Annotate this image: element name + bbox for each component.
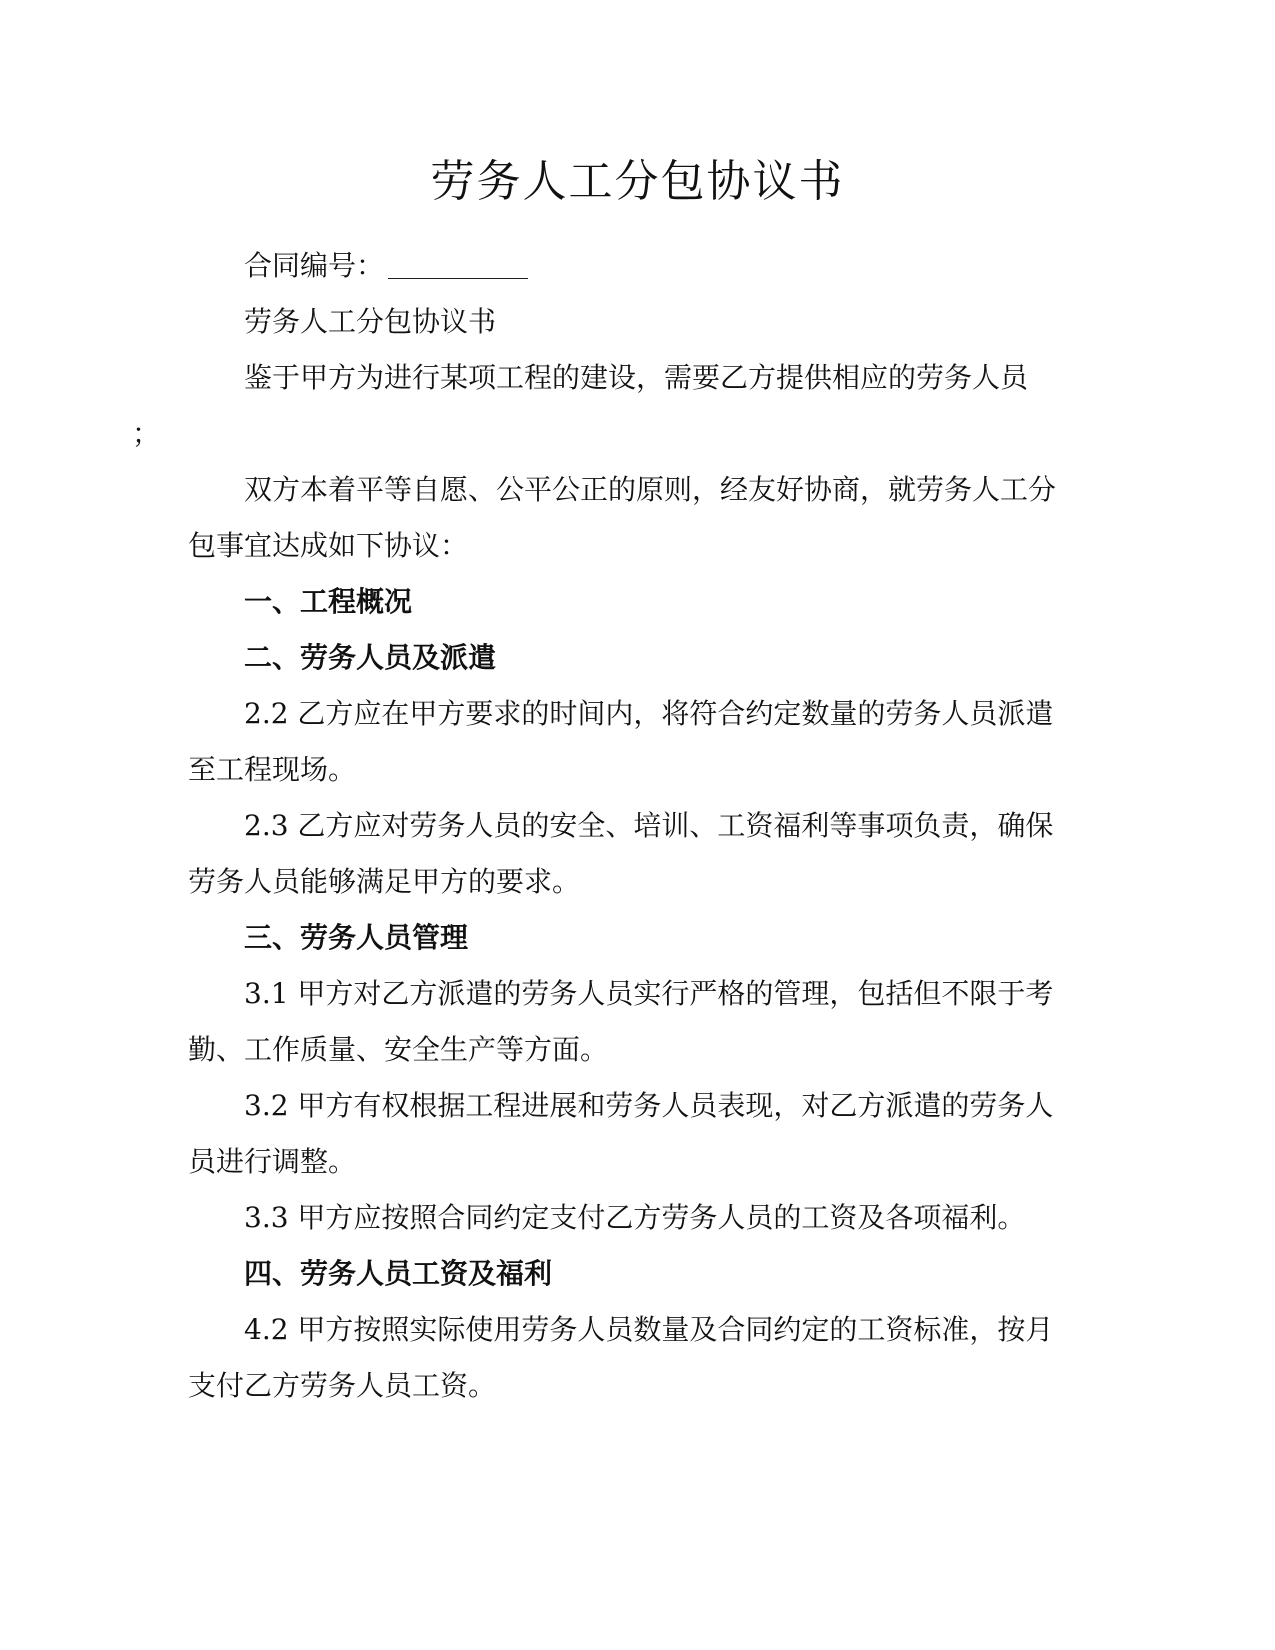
contract-number-line bbox=[188, 238, 1060, 294]
intro-line1-tail: ； bbox=[132, 417, 161, 450]
intro-paragraph-1 bbox=[132, 350, 1060, 462]
clause-3-2: 3.2 甲方有权根据工程进展和劳务人员表现，对乙方派遣的劳务人员进行调整。 bbox=[188, 1089, 1054, 1178]
section-heading-2: 二、劳务人员及派遣 bbox=[244, 641, 497, 674]
intro-line1-text: 鉴于甲方为进行某项工程的建设，需要乙方提供相应的劳务人员 bbox=[244, 361, 1029, 394]
clause-3-3: 3.3 甲方应按照合同约定支付乙方劳务人员的工资及各项福利。 bbox=[244, 1201, 1026, 1234]
contract-number-blank[interactable] bbox=[388, 248, 528, 279]
clause-2-3: 2.3 乙方应对劳务人员的安全、培训、工资福利等事项负责，确保劳务人员能够满足甲方的要求。 bbox=[188, 809, 1054, 898]
clause-2-2: 2.2 乙方应在甲方要求的时间内，将符合约定数量的劳务人员派遣至工程现场。 bbox=[188, 697, 1054, 786]
contract-number-label: 合同编号： bbox=[244, 249, 385, 282]
section-heading-1: 一、工程概况 bbox=[244, 585, 413, 618]
document-title: 劳务人工分包协议书 bbox=[430, 156, 845, 207]
clause-3-1: 3.1 甲方对乙方派遣的劳务人员实行严格的管理，包括但不限于考勤、工作质量、安全生产等方面。 bbox=[188, 977, 1054, 1066]
document-body bbox=[132, 238, 1060, 1414]
document-subtitle: 劳务人工分包协议书 bbox=[244, 305, 497, 338]
section-heading-3: 三、劳务人员管理 bbox=[244, 921, 469, 954]
section-heading-4: 四、劳务人员工资及福利 bbox=[244, 1257, 553, 1290]
clause-4-2: 4.2 甲方按照实际使用劳务人员数量及合同约定的工资标准，按月支付乙方劳务人员工资。 bbox=[188, 1313, 1054, 1402]
intro-paragraph-2: 双方本着平等自愿、公平公正的原则，经友好协商，就劳务人工分包事宜达成如下协议： bbox=[188, 473, 1057, 562]
